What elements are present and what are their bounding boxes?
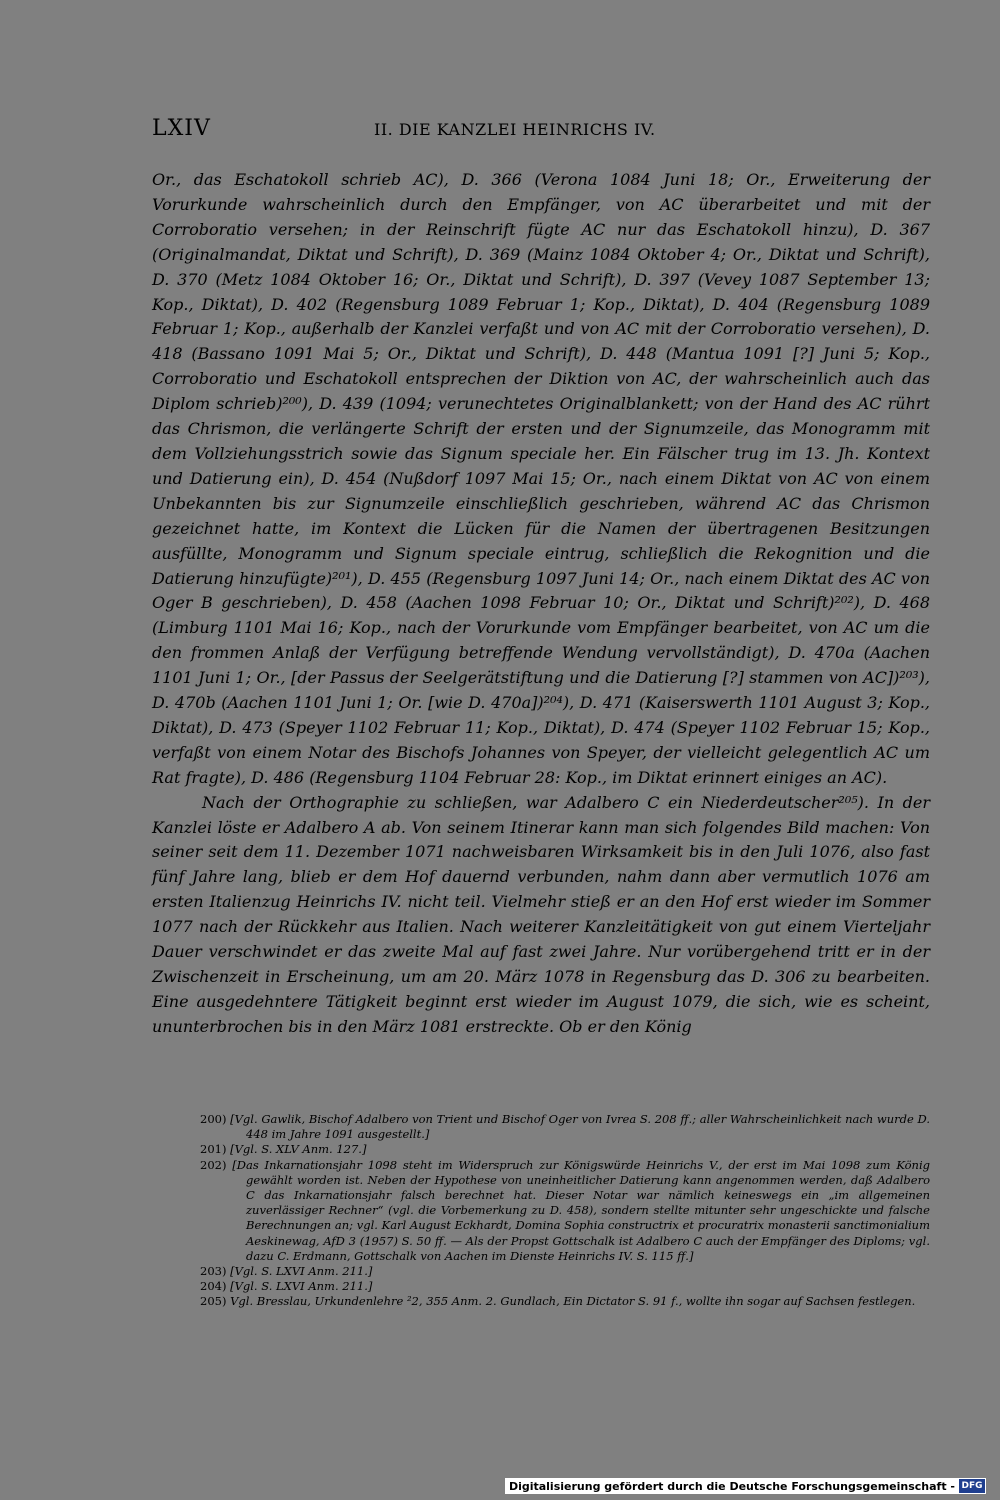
- paragraph: Or., das Eschatokoll schrieb AC), D. 366 (Verona 1084 Juni 18; Or., Erweiterung der Vorurkunde wahrscheinlich durch den Empfänger, von AC überarbeitet und mit der Corroboratio versehen; in der Reinschrift fügte AC nur das Eschatokoll hinzu), D. 367 (Originalmandat, Diktat und Schrift), D. 369 (Mainz 1084 Oktober 4; Or., Diktat und Schrift), D. 370 (Metz 1084 Oktober 16; Or., Diktat und Schrift), D. 397 (Vevey 1087 September 13; Kop., Diktat), D. 402 (Regensburg 1089 Februar 1; Kop., Diktat), D. 404 (Regensburg 1089 Februar 1; Kop., außerhalb der Kanzlei verfaßt und von AC mit der Corroboratio versehen), D. 418 (Bassano 1091 Mai 5; Or., Diktat und Schrift), D. 448 (Mantua 1091 [?] Juni 5; Kop., Corroboratio und Eschatokoll entsprechen der Diktion von AC, der wahrscheinlich auch das Diplom schrieb)²⁰⁰), D. 439 (1094; verunechtetes Originalblankett; von der Hand des AC rührt das Chrismon, die verlängerte Schrift der ersten und der Signumzeile, das Monogramm mit dem Vollziehungsstrich sowie das Signum speciale her. Ein Fälscher trug im 13. Jh. Kontext und Datierung ein), D. 454 (Nußdorf 1097 Mai 15; Or., nach einem Diktat von AC von einem Unbekannten bis zur Signumzeile einschließlich geschrieben, während AC das Chrismon gezeichnet hatte, im Kontext die Lücken für die Namen der übertragenen Besitzungen ausfüllte, Monogramm und Signum speciale eintrug, schließlich die Rekognition und die Datierung hinzufügte)²⁰¹), D. 455 (Regensburg 1097 Juni 14; Or., nach einem Diktat des AC von Oger B geschrieben), D. 458 (Aachen 1098 Februar 10; Or., Diktat und Schrift)²⁰²), D. 468 (Limburg 1101 Mai 16; Kop., nach der Vorurkunde vom Empfänger bearbeitet, von AC um die den frommen Anlaß der Verfügung betreffende Wendung vervollständigt), D. 470a (Aachen 1101 Juni 1; Or., [der Passus der Seelgerätstiftung und die Datierung [?] stammen von AC])²⁰³), D. 470b (Aachen 1101 Juni 1; Or. [wie D. 470a])²⁰⁴), D. 471 (Kaiserswerth 1101 August 3; Kop., Diktat), D. 473 (Speyer 1102 Februar 11; Kop., Diktat), D. 474 (Speyer 1102 Februar 15; Kop., verfaßt von einem Notar des Bischofs Johannes von Speyer, der vielleicht gelegentlich AC um Rat fragte), D. 486 (Regensburg 1104 Februar 28: Kop., im Diktat erinnert einiges an AC).: [152, 170, 930, 787]
- footnotes: [200, 1112, 930, 1310]
- footer-credit: Digitalisierung gefördert durch die Deutsche Forschungsgemeinschaft -: [508, 1479, 955, 1493]
- footnote-text: Vgl. Bresslau, Urkundenlehre ²2, 355 Anm. 2. Gundlach, Ein Dictator S. 91 f., wollte ihn sogar auf Sachsen festlegen.: [230, 1294, 916, 1309]
- footnote: [200, 1142, 930, 1157]
- footnote-number: 200): [200, 1112, 227, 1126]
- dfg-logo: DFG: [959, 1479, 985, 1493]
- footnote: [200, 1112, 931, 1142]
- footnote-text: [Vgl. S. XLV Anm. 127.]: [230, 1142, 367, 1157]
- footnote: [200, 1157, 931, 1264]
- footnote-text: [Vgl. S. LXVI Anm. 211.]: [230, 1279, 373, 1294]
- page-number: LXIV: [152, 116, 211, 141]
- footnote: [200, 1294, 930, 1309]
- footnote: [200, 1279, 930, 1294]
- footnote-number: 204): [200, 1279, 227, 1294]
- footnote-number: 203): [200, 1264, 227, 1279]
- running-title: II. DIE KANZLEI HEINRICHS IV.: [374, 120, 656, 139]
- footnote-text: [Das Inkarnationsjahr 1098 steht im Widerspruch zur Königswürde Heinrichs V., der erst im Mai 1098 zum König gewählt worden ist. Neben der Hypothese von uneinheitlicher Datierung kann angenommen werden, daß Adalbero C das Inkarnationsjahr falsch berechnet hat. Dieser Notar war nämlich keineswegs ein „im allgemeinen zuverlässiger Rechner“ (vgl. die Vorbemerkung zu D. 458), sondern stellte mitunter sehr ungeschickte und falsche Berechnungen an; vgl. Karl August Eckhardt, Domina Sophia constructrix et procuratrix monasterii sanctimonialium Aeskinewag, AfD 3 (1957) S. 50 ff. — Als der Propst Gottschalk ist Adalbero C auch der Empfänger des Diploms; vgl. dazu C. Erdmann, Gottschalk von Aachen im Dienste Heinrichs IV. S. 115 ff.]: [232, 1157, 931, 1263]
- paragraph: Nach der Orthographie zu schließen, war Adalbero C ein Niederdeutscher²⁰⁵). In der Kanzlei löste er Adalbero A ab. Von seinem Itinerar kann man sich folgendes Bild machen: Von seiner seit dem 11. Dezember 1071 nachweisbaren Wirksamkeit bis in den Juli 1076, also fast fünf Jahre lang, blieb er dem Hof dauernd verbunden, nahm dann aber vermutlich 1076 am ersten Italienzug Heinrichs IV. nicht teil. Vielmehr stieß er an den Hof erst wieder im Sommer 1077 nach der Rückkehr aus Italien. Nach weiterer Kanzleitätigkeit von gut einem Vierteljahr Dauer verschwindet er das zweite Mal auf fast zwei Jahre. Nur vorübergehend tritt er in der Zwischenzeit in Erscheinung, um am 20. März 1078 in Regensburg das D. 306 zu bearbeiten. Eine ausgedehntere Tätigkeit beginnt erst wieder im August 1079, die sich, wie es scheint, ununterbrochen bis in den März 1081 erstreckte. Ob er den König: [152, 792, 930, 1036]
- body-text: [152, 168, 930, 1040]
- digitization-footer: [505, 1478, 986, 1494]
- footnote-number: 201): [200, 1142, 227, 1157]
- footnote-number: 205): [200, 1294, 227, 1309]
- running-header: [152, 116, 930, 146]
- footnote: [200, 1264, 930, 1279]
- footnote-text: [Vgl. Gawlik, Bischof Adalbero von Trient und Bischof Oger von Ivrea S. 208 ff.; aller Wahrscheinlichkeit nach wurde D. 448 im Jahre 1091 ausgestellt.]: [230, 1112, 931, 1142]
- footnote-text: [Vgl. S. LXVI Anm. 211.]: [230, 1264, 373, 1279]
- footnote-number: 202): [200, 1157, 227, 1172]
